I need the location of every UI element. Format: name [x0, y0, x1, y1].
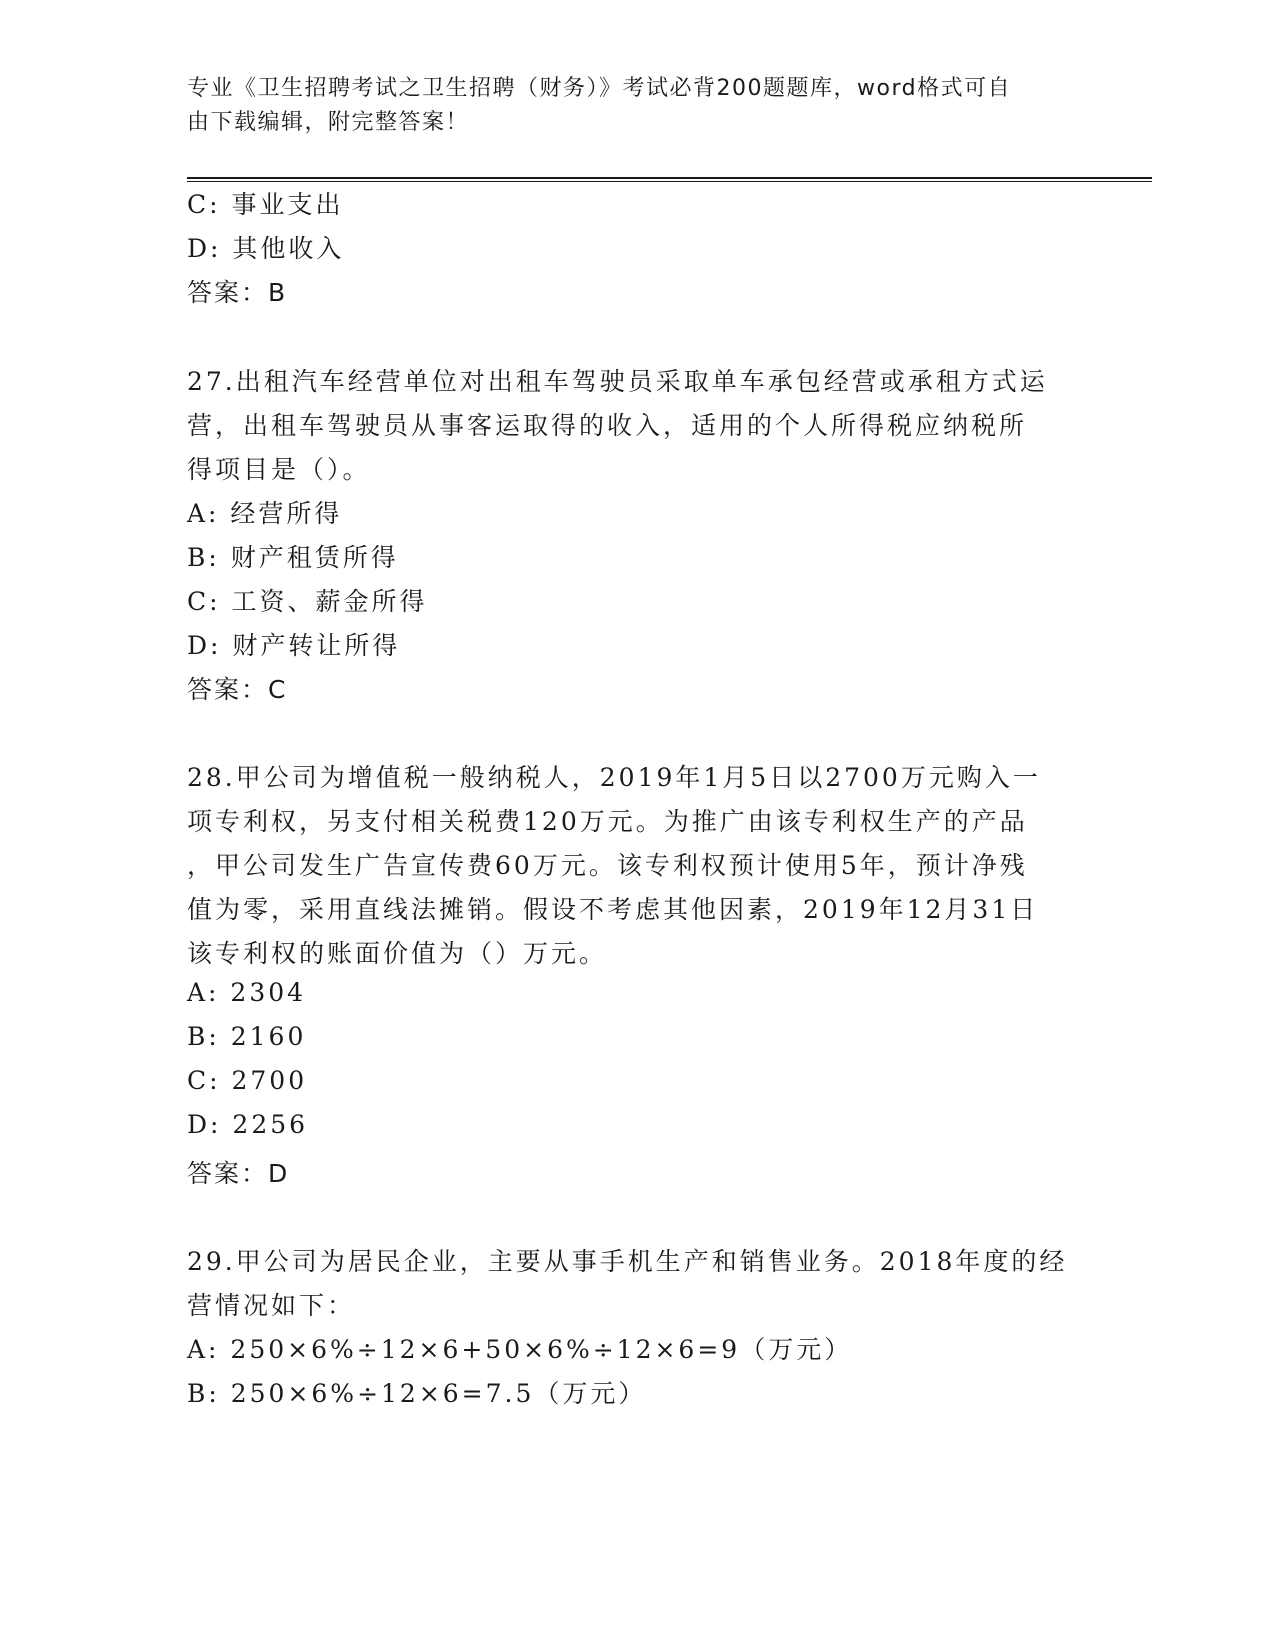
q27-option-c: C: 工资、薪金所得: [187, 587, 428, 616]
q27-stem-line-1: 27.出租汽车经营单位对出租车驾驶员采取单车承包经营或承租方式运: [187, 367, 1048, 396]
q28-option-a: A: 2304: [187, 978, 307, 1007]
q27-option-d: D: 财产转让所得: [187, 631, 401, 660]
q28-option-b: B: 2160: [187, 1022, 307, 1051]
q26-option-c: C: 事业支出: [187, 190, 344, 219]
q28-option-c: C: 2700: [187, 1066, 308, 1095]
q28-stem-line-3: ，甲公司发生广告宣传费60万元。该专利权预计使用5年，预计净残: [187, 851, 1028, 880]
q29-stem-line-1: 29.甲公司为居民企业，主要从事手机生产和销售业务。2018年度的经: [187, 1247, 1068, 1276]
q29-option-a: A: 250×6%÷12×6+50×6%÷12×6=9（万元）: [187, 1335, 853, 1364]
q26-answer: 答案：B: [187, 278, 288, 307]
header-line-1: 专业《卫生招聘考试之卫生招聘（财务）》考试必背200题题库，word格式可自: [187, 76, 1012, 101]
q27-answer: 答案：C: [187, 675, 288, 704]
header-divider: [187, 177, 1152, 179]
q26-option-d: D: 其他收入: [187, 234, 345, 263]
q28-option-d: D: 2256: [187, 1110, 309, 1139]
q29-stem-line-2: 营情况如下：: [187, 1291, 356, 1320]
q28-stem-line-5: 该专利权的账面价值为（）万元。: [187, 939, 608, 968]
q27-option-a: A: 经营所得: [187, 499, 343, 528]
q28-stem-line-4: 值为零，采用直线法摊销。假设不考虑其他因素，2019年12月31日: [187, 895, 1039, 924]
q28-stem-line-1: 28.甲公司为增值税一般纳税人，2019年1月5日以2700万元购入一: [187, 763, 1041, 792]
document-header: [187, 72, 1067, 140]
header-divider-thin: [187, 181, 1152, 182]
q27-stem-line-3: 得项目是（）。: [187, 455, 371, 484]
q28-answer: 答案：D: [187, 1159, 290, 1188]
q29-option-b: B: 250×6%÷12×6=7.5（万元）: [187, 1379, 647, 1408]
q27-stem-line-2: 营，出租车驾驶员从事客运取得的收入，适用的个人所得税应纳税所: [187, 411, 1028, 440]
q27-option-b: B: 财产租赁所得: [187, 543, 399, 572]
q28-stem-line-2: 项专利权，另支付相关税费120万元。为推广由该专利权生产的产品: [187, 807, 1028, 836]
header-line-2: 由下载编辑，附完整答案！: [187, 110, 470, 135]
